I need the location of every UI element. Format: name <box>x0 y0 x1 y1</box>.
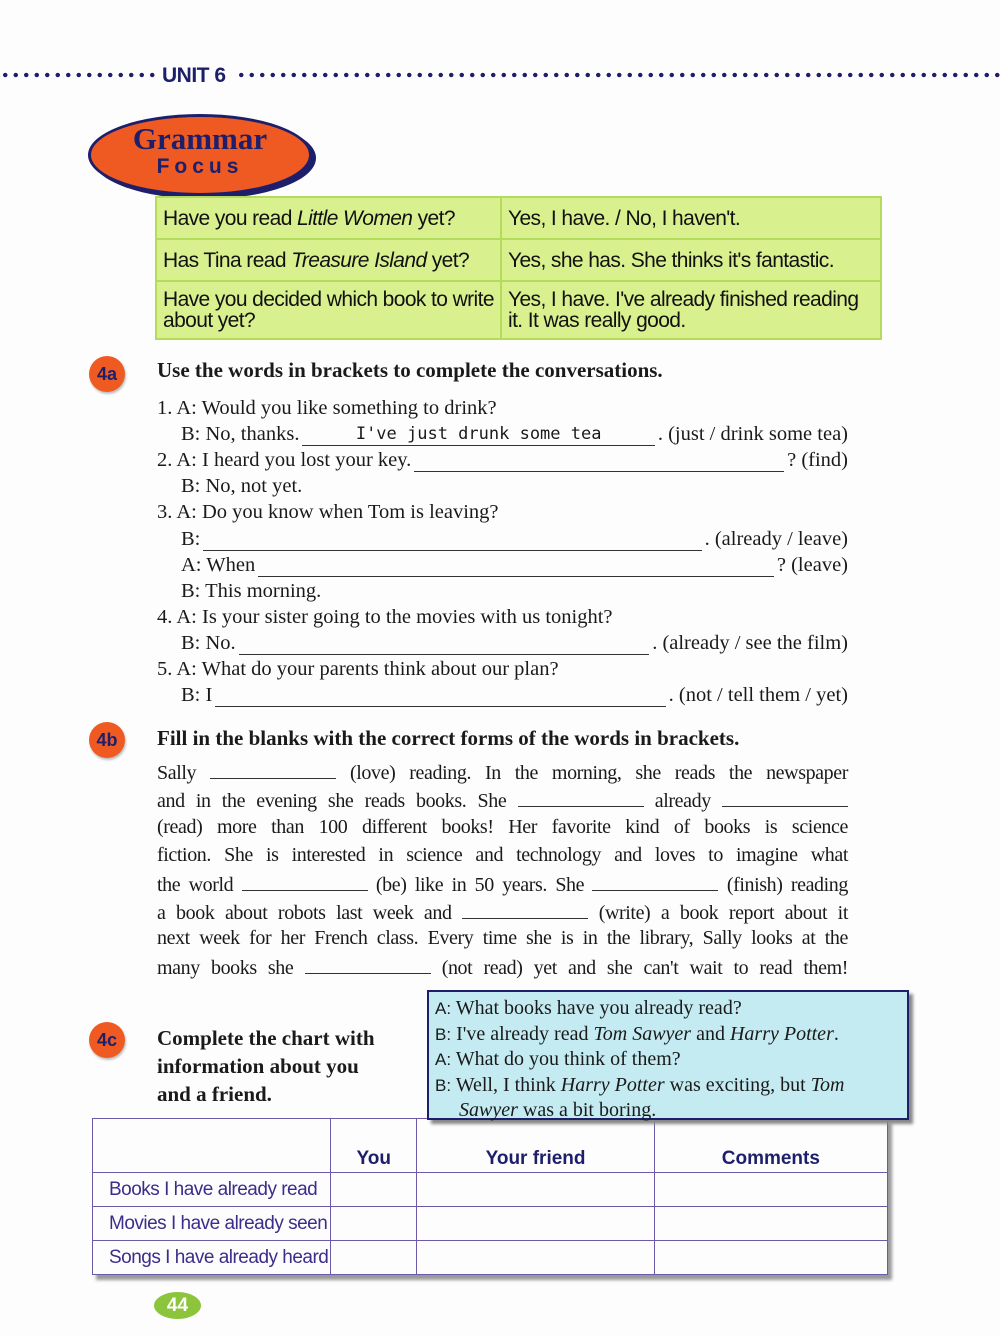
dialogue-text: Tom <box>810 1073 845 1096</box>
question-text: Has Tina read <box>163 248 292 272</box>
conversation-line <box>157 396 848 420</box>
answer-blank[interactable] <box>414 451 784 472</box>
answer-cell: Yes, she has. She thinks it's fantastic. <box>501 239 881 281</box>
answer-cell[interactable] <box>654 1207 887 1241</box>
paragraph-text: Sally <box>157 762 197 784</box>
conversation-line <box>181 553 848 577</box>
paragraph-text: and in the evening she reads books. She <box>157 789 507 812</box>
logo-line1: Grammar <box>132 121 268 156</box>
question-text: Have you decided which book to write about yet? <box>163 288 494 332</box>
conversation-line <box>157 448 848 472</box>
line-text: B: This morning. <box>181 579 322 602</box>
dialogue-text: Well, I think <box>455 1073 561 1096</box>
heading-line: and a friend. <box>157 1082 272 1106</box>
answer-cell[interactable] <box>417 1207 654 1241</box>
header-cell: You <box>331 1119 417 1173</box>
answer-cell: Yes, I have. I've already finished reading it. It was really good. <box>501 281 881 339</box>
hint-text: . (already / leave) <box>704 527 848 550</box>
unit-title: UNIT 6 <box>162 64 226 87</box>
row-label: Books I have already read <box>93 1173 331 1207</box>
dialogue-line <box>435 1073 901 1099</box>
line-text: B: <box>181 527 201 550</box>
dialogue-line <box>435 996 901 1022</box>
dotted-rule <box>0 70 160 80</box>
grammar-row <box>156 281 881 339</box>
paragraph-text: (love) reading. In the morning, she reads the newspaper <box>350 762 849 784</box>
answer-cell[interactable] <box>654 1241 887 1275</box>
hint-text: ? (find) <box>787 449 848 472</box>
hint-text: ? (leave) <box>776 553 848 576</box>
conversation-line <box>181 422 848 446</box>
row-label: Songs I have already heard <box>93 1241 331 1275</box>
paragraph-line <box>157 816 848 842</box>
dialogue-text: was exciting, but <box>664 1073 811 1096</box>
answer-cell[interactable] <box>654 1173 887 1207</box>
answer-blank[interactable] <box>239 634 650 655</box>
answer-blank[interactable] <box>258 556 774 577</box>
dialogue-text: was a bit boring. <box>517 1099 657 1121</box>
dialogue-text: What do you think of them? <box>455 1048 681 1070</box>
line-text: 4. A: Is your sister going to the movies with us tonight? <box>157 605 613 628</box>
speaker-label: A: <box>435 1050 452 1069</box>
paragraph-text: the world <box>157 873 234 896</box>
line-text: A: When <box>181 553 256 576</box>
hint-text: . (just / drink some tea) <box>657 423 848 446</box>
grammar-table <box>155 196 882 340</box>
paragraph-line <box>157 955 848 981</box>
table-row <box>93 1173 888 1207</box>
fill-blank[interactable] <box>722 788 848 807</box>
answer-blank[interactable] <box>203 530 701 551</box>
answer-cell: Yes, I have. / No, I haven't. <box>501 197 881 239</box>
grammar-row <box>156 239 881 281</box>
exercise-badge: 4c <box>89 1022 125 1058</box>
paragraph-line <box>157 844 848 870</box>
table-row <box>93 1241 888 1275</box>
dialogue-text: What books have you already read? <box>455 997 742 1019</box>
fill-blank[interactable] <box>242 872 368 891</box>
line-text: B: I <box>181 684 213 707</box>
paragraph-line <box>157 927 848 953</box>
line-text: 5. A: What do your parents think about our plan? <box>157 658 559 680</box>
dialogue-text: Harry Potter <box>560 1073 665 1096</box>
question-cell <box>156 281 501 339</box>
row-label: Movies I have already seen <box>93 1207 331 1241</box>
example-dialogue-box <box>427 990 909 1120</box>
paragraph-line <box>157 900 848 926</box>
dialogue-text: and <box>691 1022 730 1045</box>
paragraph-line <box>157 788 848 814</box>
dialogue-line <box>435 1098 901 1123</box>
paragraph-text: next week for her French class. Every time she is in the library, Sally looks at the <box>157 927 848 950</box>
fill-blank[interactable] <box>592 872 718 891</box>
answer-blank[interactable] <box>215 686 665 707</box>
line-text: B: No. <box>181 631 236 654</box>
page-number: 44 <box>154 1292 201 1319</box>
header-cell: Comments <box>654 1119 887 1173</box>
paragraph-text: (write) a book report about it <box>598 901 848 924</box>
conversation-line <box>181 631 848 655</box>
question-text: yet? <box>426 248 470 272</box>
conversation-line <box>181 527 848 551</box>
paragraph-line <box>157 760 848 786</box>
line-text: 1. A: Would you like something to drink? <box>157 397 497 419</box>
exercise-badge: 4a <box>89 356 125 392</box>
heading-line: Complete the chart with <box>157 1026 375 1050</box>
paragraph-line <box>157 872 848 898</box>
paragraph-text: (not read) yet and she can't wait to read them! <box>441 957 849 980</box>
question-text: Treasure Island <box>291 248 427 272</box>
dialogue-text: . <box>833 1022 839 1045</box>
paragraph-text: (read) more than 100 different books! Her favorite kind of books is science <box>157 815 848 838</box>
grammar-row <box>156 197 881 239</box>
paragraph-text: many books she <box>157 957 294 980</box>
conversation-line <box>181 683 848 707</box>
dialogue-line <box>435 1022 901 1048</box>
exercise-badge: 4b <box>89 722 125 758</box>
answer-cell[interactable] <box>331 1173 417 1207</box>
speaker-label: A: <box>435 999 452 1018</box>
question-text: Have you read <box>163 206 298 230</box>
conversation-line <box>181 474 848 498</box>
paragraph-text: (be) like in 50 years. She <box>375 873 585 896</box>
heading-line: information about you <box>157 1054 359 1078</box>
dialogue-line <box>435 1047 901 1073</box>
speaker-label: B: <box>435 1024 452 1044</box>
line-text: B: No, not yet. <box>181 475 303 498</box>
fill-blank[interactable] <box>210 760 336 779</box>
line-text: 3. A: Do you know when Tom is leaving? <box>157 501 499 524</box>
dialogue-text: Harry Potter <box>729 1022 834 1045</box>
hint-text: . (already / see the film) <box>652 631 848 654</box>
question-cell <box>156 239 501 281</box>
question-cell <box>156 197 501 239</box>
logo-line2: Focus <box>156 155 244 178</box>
answer-cell[interactable] <box>331 1207 417 1241</box>
answer-blank[interactable]: I've just drunk some tea <box>302 425 654 446</box>
answer-cell[interactable] <box>417 1241 654 1275</box>
table-header-row <box>93 1119 888 1173</box>
dotted-rule <box>236 70 1000 80</box>
paragraph-text: already <box>654 789 711 812</box>
table-row <box>93 1207 888 1241</box>
question-text: Little Women <box>297 206 413 230</box>
conversation-line <box>157 657 848 681</box>
answer-cell[interactable] <box>417 1173 654 1207</box>
header-cell <box>93 1119 331 1173</box>
conversation-line <box>157 605 848 629</box>
fill-blank[interactable] <box>518 788 644 807</box>
conversation-line <box>181 579 848 603</box>
fill-blank[interactable] <box>305 955 431 974</box>
chart-table <box>92 1118 888 1275</box>
dialogue-text: Tom Sawyer <box>593 1022 692 1045</box>
exercise-heading: Use the words in brackets to complete the conversations. <box>157 358 663 382</box>
answer-cell[interactable] <box>331 1241 417 1275</box>
dialogue-text: I've already read <box>456 1022 594 1045</box>
header-cell: Your friend <box>417 1119 654 1173</box>
line-text: B: No, thanks. <box>181 423 300 446</box>
dialogue-text: Sawyer <box>459 1099 518 1121</box>
paragraph-text: a book about robots last week and <box>157 901 452 924</box>
exercise-heading: Fill in the blanks with the correct forms of the words in brackets. <box>157 726 740 750</box>
question-text: yet? <box>412 206 455 230</box>
conversation-line <box>157 500 848 524</box>
grammar-focus-logo <box>88 114 312 196</box>
paragraph-text: (finish) reading <box>726 873 849 896</box>
hint-text: . (not / tell them / yet) <box>668 684 848 707</box>
paragraph-text: fiction. She is interested in science and technology and loves to imagine what <box>157 843 848 866</box>
line-text: 2. A: I heard you lost your key. <box>157 449 412 472</box>
speaker-label: B: <box>435 1075 452 1095</box>
exercise-heading <box>157 1024 375 1108</box>
fill-blank[interactable] <box>462 900 588 919</box>
